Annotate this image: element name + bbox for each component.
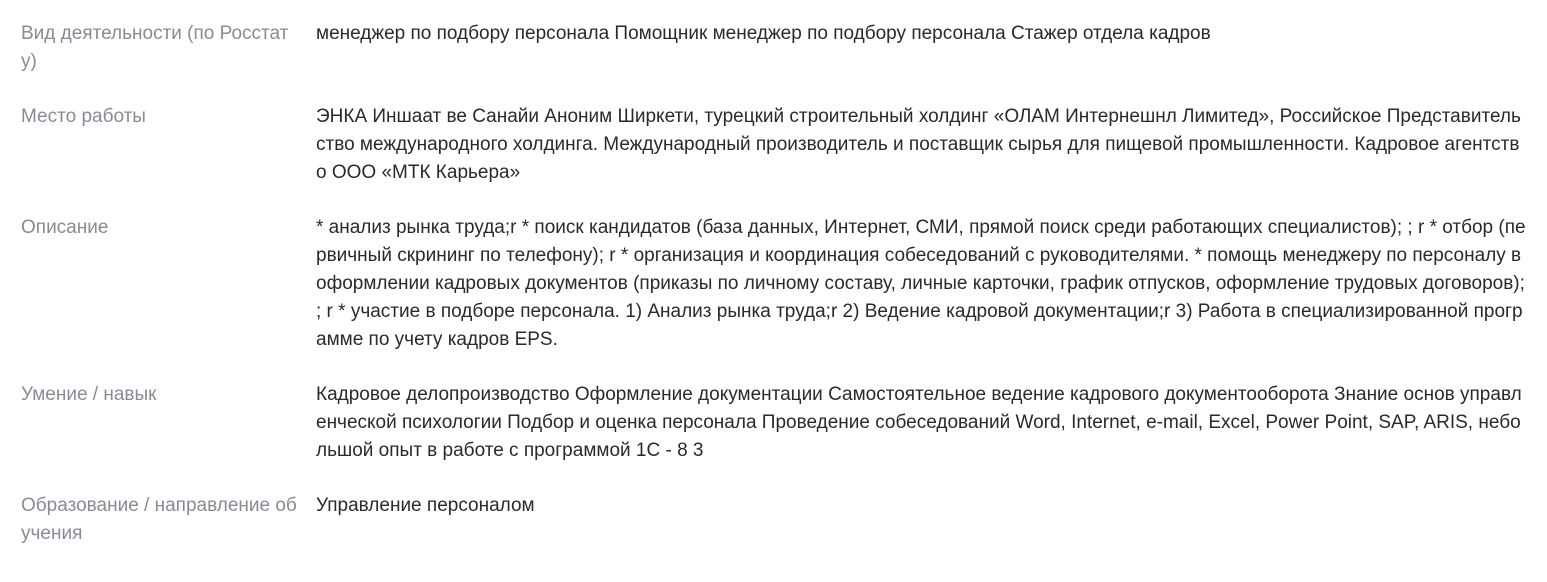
activity-label: Вид деятельности (по Росстату) bbox=[21, 23, 289, 72]
skills-label: Умение / навык bbox=[21, 384, 157, 405]
detail-row-workplace bbox=[21, 103, 1531, 187]
resume-details bbox=[21, 20, 1531, 548]
workplace-label: Место работы bbox=[21, 106, 146, 127]
detail-row-skills bbox=[21, 381, 1531, 465]
education-label: Образование / направление обучения bbox=[21, 495, 297, 544]
workplace-value: ЭНКА Иншаат ве Санайи Аноним Ширкети, турецкий строительный холдинг «ОЛАМ Интернешнл Лимитед», Российское Представительство международного холдинга. Международный производитель и поставщик сырья для пищевой промышленности. Кадровое агентство ООО «МТК Карьера» bbox=[316, 106, 1521, 183]
detail-row-activity bbox=[21, 20, 1531, 76]
education-value: Управление персоналом bbox=[316, 495, 535, 516]
skills-value: Кадровое делопроизводство Оформление документации Самостоятельное ведение кадрового документооборота Знание основ управленческой психологии Подбор и оценка персонала Проведение собеседований Word, Internet, e-mail, Excel, Power Point, SAP, ARIS, небольшой опыт в работе с программой 1С - 8 3 bbox=[316, 384, 1522, 461]
detail-row-description bbox=[21, 214, 1531, 354]
activity-value: менеджер по подбору персонала Помощник менеджер по подбору персонала Стажер отдела кадров bbox=[316, 23, 1211, 44]
description-value: * анализ рынка труда;r * поиск кандидатов (база данных, Интернет, СМИ, прямой поиск среди работающих специалистов); ; r * отбор (первичный скрининг по телефону); r * организация и координация собеседований с руководителями. * помощь менеджеру по персоналу в оформлении кадровых документов (приказы по личному составу, личные карточки, график отпусков, оформление трудовых договоров); ; r * участие в подборе персонала. 1) Анализ рынка труда;r 2) Ведение кадровой документации;r 3) Работа в специализированной программе по учету кадров EPS. bbox=[316, 217, 1526, 350]
description-label: Описание bbox=[21, 217, 109, 238]
detail-row-education bbox=[21, 492, 1531, 548]
